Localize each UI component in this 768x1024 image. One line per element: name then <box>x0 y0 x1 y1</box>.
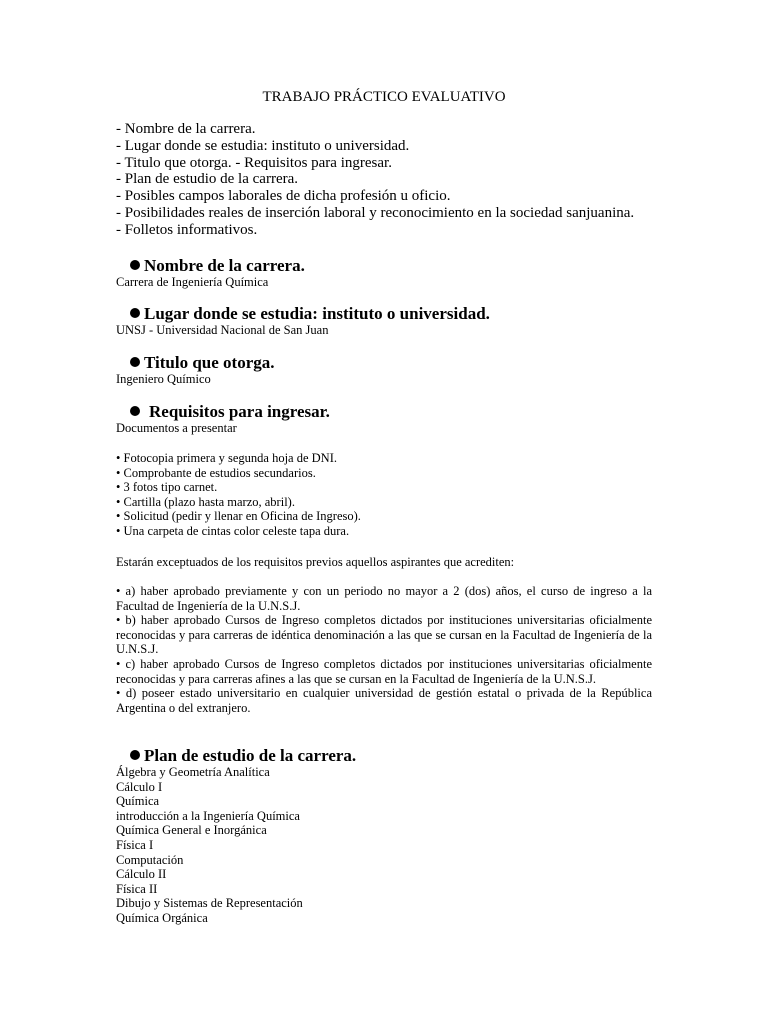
section-heading-titulo: Titulo que otorga. <box>130 353 275 373</box>
bullet-icon <box>130 308 140 318</box>
bullet-icon <box>130 357 140 367</box>
list-item: • Comprobante de estudios secundarios. <box>116 465 316 480</box>
intro-item: - Titulo que otorga. - Requisitos para ingresar. <box>116 154 392 171</box>
section-heading-requisitos: Requisitos para ingresar. <box>130 402 330 422</box>
section-heading-nombre: Nombre de la carrera. <box>130 256 305 276</box>
degree-title: Ingeniero Químico <box>116 372 211 386</box>
documents-subtitle: Documentos a presentar <box>116 421 237 435</box>
bullet-icon <box>130 750 140 760</box>
subjects-list <box>116 765 303 926</box>
subject-item: Química Orgánica <box>116 910 208 925</box>
exception-item: • c) haber aprobado Cursos de Ingreso completos dictados por instituciones universitarias oficialmente reconocidas y para carreras afines a las que se cursan en la Facultad de Ingeniería de la U.N.S.J. <box>116 656 652 686</box>
intro-item: - Nombre de la carrera. <box>116 121 256 137</box>
list-item: • Una carpeta de cintas color celeste tapa dura. <box>116 523 350 538</box>
subject-item: Computación <box>116 852 184 867</box>
intro-list <box>116 121 634 239</box>
documents-list <box>116 451 361 539</box>
institution-name: UNSJ - Universidad Nacional de San Juan <box>116 323 329 337</box>
list-item: • Fotocopia primera y segunda hoja de DNI. <box>116 451 337 465</box>
section-heading-lugar: Lugar donde se estudia: instituto o universidad. <box>130 304 490 324</box>
intro-item: - Posibles campos laborales de dicha profesión u oficio. <box>116 188 451 205</box>
bullet-icon <box>130 260 140 270</box>
exception-item: • b) haber aprobado Cursos de Ingreso completos dictados por instituciones universitarias oficialmente reconocidas y para carreras de idéntica denominación a las que se cursan en la Facultad de Ingeniería de la U.N.S.J. <box>116 613 652 657</box>
list-item: • Cartilla (plazo hasta marzo, abril). <box>116 494 295 509</box>
list-item: • Solicitud (pedir y llenar en Oficina de Ingreso). <box>116 509 361 524</box>
section-heading-plan: Plan de estudio de la carrera. <box>130 746 356 766</box>
list-item: • 3 fotos tipo carnet. <box>116 480 218 495</box>
intro-item: - Posibilidades reales de inserción laboral y reconocimiento en la sociedad sanjuanina. <box>116 204 635 221</box>
exceptions-intro: Estarán exceptuados de los requisitos previos aquellos aspirantes que acrediten: <box>116 555 515 569</box>
career-name: Carrera de Ingeniería Química <box>116 275 269 289</box>
intro-item: - Folletos informativos. <box>116 221 258 238</box>
bullet-icon <box>130 406 140 416</box>
subject-item: Álgebra y Geometría Analítica <box>116 765 270 779</box>
document-title: TRABAJO PRÁCTICO EVALUATIVO <box>262 89 506 105</box>
intro-item: - Lugar donde se estudia: instituto o universidad. <box>116 137 410 154</box>
intro-item: - Plan de estudio de la carrera. <box>116 171 298 188</box>
subject-item: Física I <box>116 837 154 852</box>
subject-item: Dibujo y Sistemas de Representación <box>116 896 303 911</box>
subject-item: Cálculo II <box>116 867 167 882</box>
subject-item: introducción a la Ingeniería Química <box>116 808 300 823</box>
exceptions-list <box>116 584 652 715</box>
exception-item: • a) haber aprobado previamente y con un periodo no mayor a 2 (dos) años, el curso de ingreso a la Facultad de Ingeniería de la U.N.S.J. <box>116 584 652 613</box>
subject-item: Cálculo I <box>116 779 163 794</box>
exception-item: • d) poseer estado universitario en cualquier universidad de gestión estatal o privada de la República Argentina o del extranjero. <box>116 686 652 715</box>
subject-item: Química <box>116 794 160 809</box>
subject-item: Química General e Inorgánica <box>116 823 267 838</box>
subject-item: Física II <box>116 881 158 896</box>
